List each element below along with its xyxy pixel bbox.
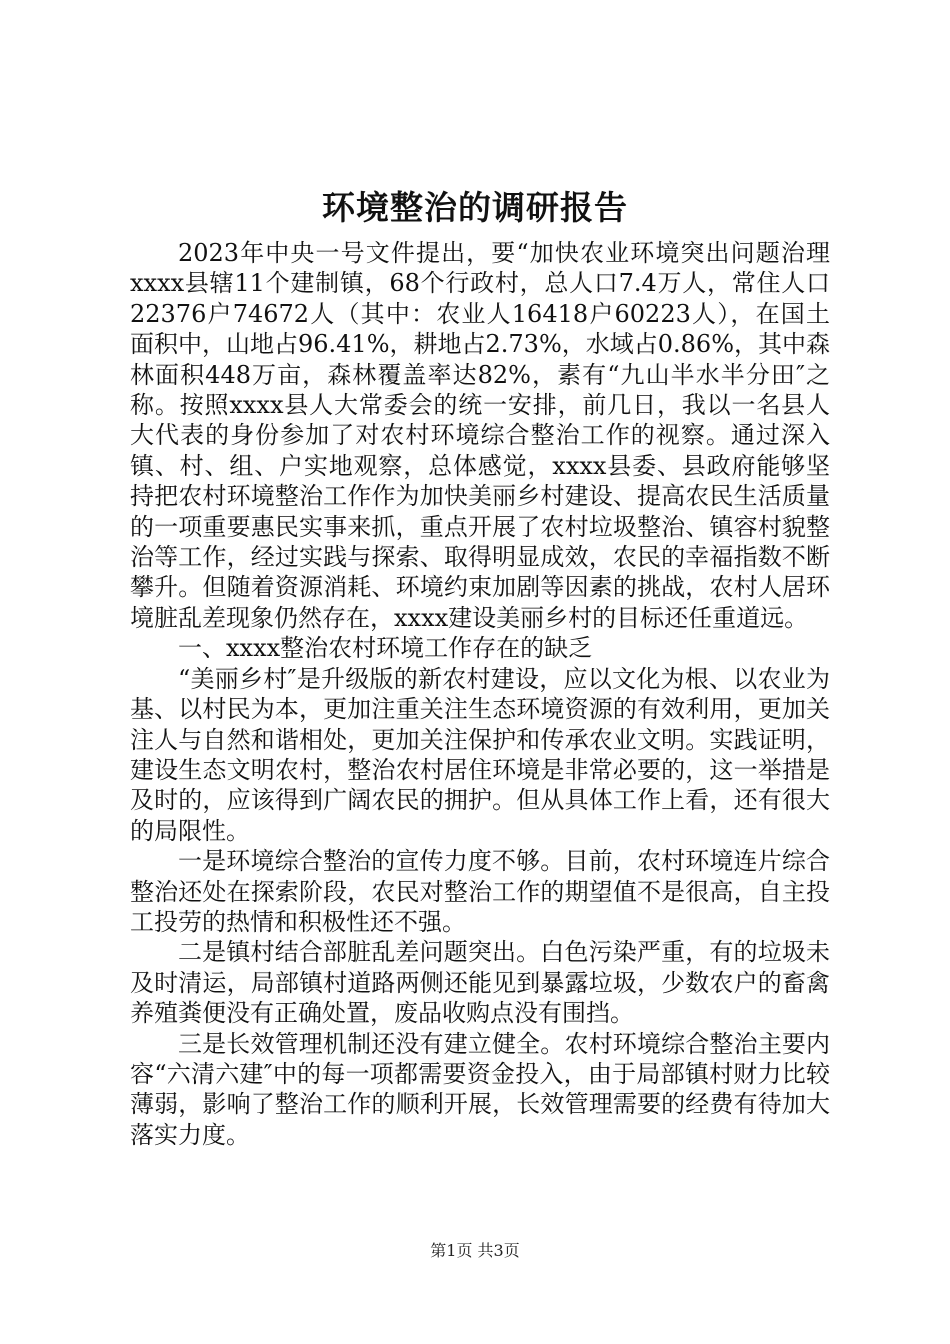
paragraph-beautiful-village: “美丽乡村″是升级版的新农村建设，应以文化为根、以农业为基、以村民为本，更加注重关注生态环境资源的有效利用，更加关注人与自然和谐相处，更加关注保护和传承农业文明。实践证明，建设生态文明农村，整治农村居住环境是非常必要的，这一举措是及时的，应该得到广阔农民的拥护。但从具体工作上看，还有很大的局限性。 <box>130 664 830 845</box>
document-body <box>130 238 830 1150</box>
paragraph-intro: 2023年中央一号文件提出，要“加快农业环境突出问题治理xxxx县辖11个建制镇，68个行政村，总人口7.4万人，常住人口22376户74672人（其中：农业人16418户60223人），在国土面积中，山地占96.41%，耕地占2.73%，水域占0.86%，其中森林面积448万亩，森林覆盖率达82%，素有“九山半水半分田″之称。按照xxxx县人大常委会的统一安排，前几日，我以一名县人大代表的身份参加了对农村环境综合整治工作的视察。通过深入镇、村、组、户实地观察，总体感觉，xxxx县委、县政府能够坚持把农村环境整治工作作为加快美丽乡村建设、提高农民生活质量的一项重要惠民实事来抓，重点开展了农村垃圾整治、镇容村貌整治等工作，经过实践与探索、取得明显成效，农民的幸福指数不断攀升。但随着资源消耗、环境约束加剧等因素的挑战，农村人居环境脏乱差现象仍然存在，xxxx建设美丽乡村的目标还任重道远。 <box>130 239 830 632</box>
paragraph-point-one: 一是环境综合整治的宣传力度不够。目前，农村环境连片综合整治还处在探索阶段，农民对整治工作的期望值不是很高，自主投工投劳的热情和积极性还不强。 <box>130 847 830 936</box>
document-title: 环境整治的调研报告 <box>322 188 628 227</box>
page-number-footer: 第1页 共3页 <box>430 1241 520 1260</box>
paragraph-point-two: 二是镇村结合部脏乱差问题突出。白色污染严重，有的垃圾未及时清运，局部镇村道路两侧还能见到暴露垃圾，少数农户的畜禽养殖粪便没有正确处置，废品收购点没有围挡。 <box>130 938 830 1028</box>
paragraph-point-three: 三是长效管理机制还没有建立健全。农村环境综合整治主要内容“六清六建″中的每一项都需要资金投入，由于局部镇村财力比较薄弱，影响了整治工作的顺利开展，长效管理需要的经费有待加大落实力度。 <box>130 1029 830 1149</box>
section-heading: 一、xxxx整治农村环境工作存在的缺乏 <box>178 634 593 663</box>
